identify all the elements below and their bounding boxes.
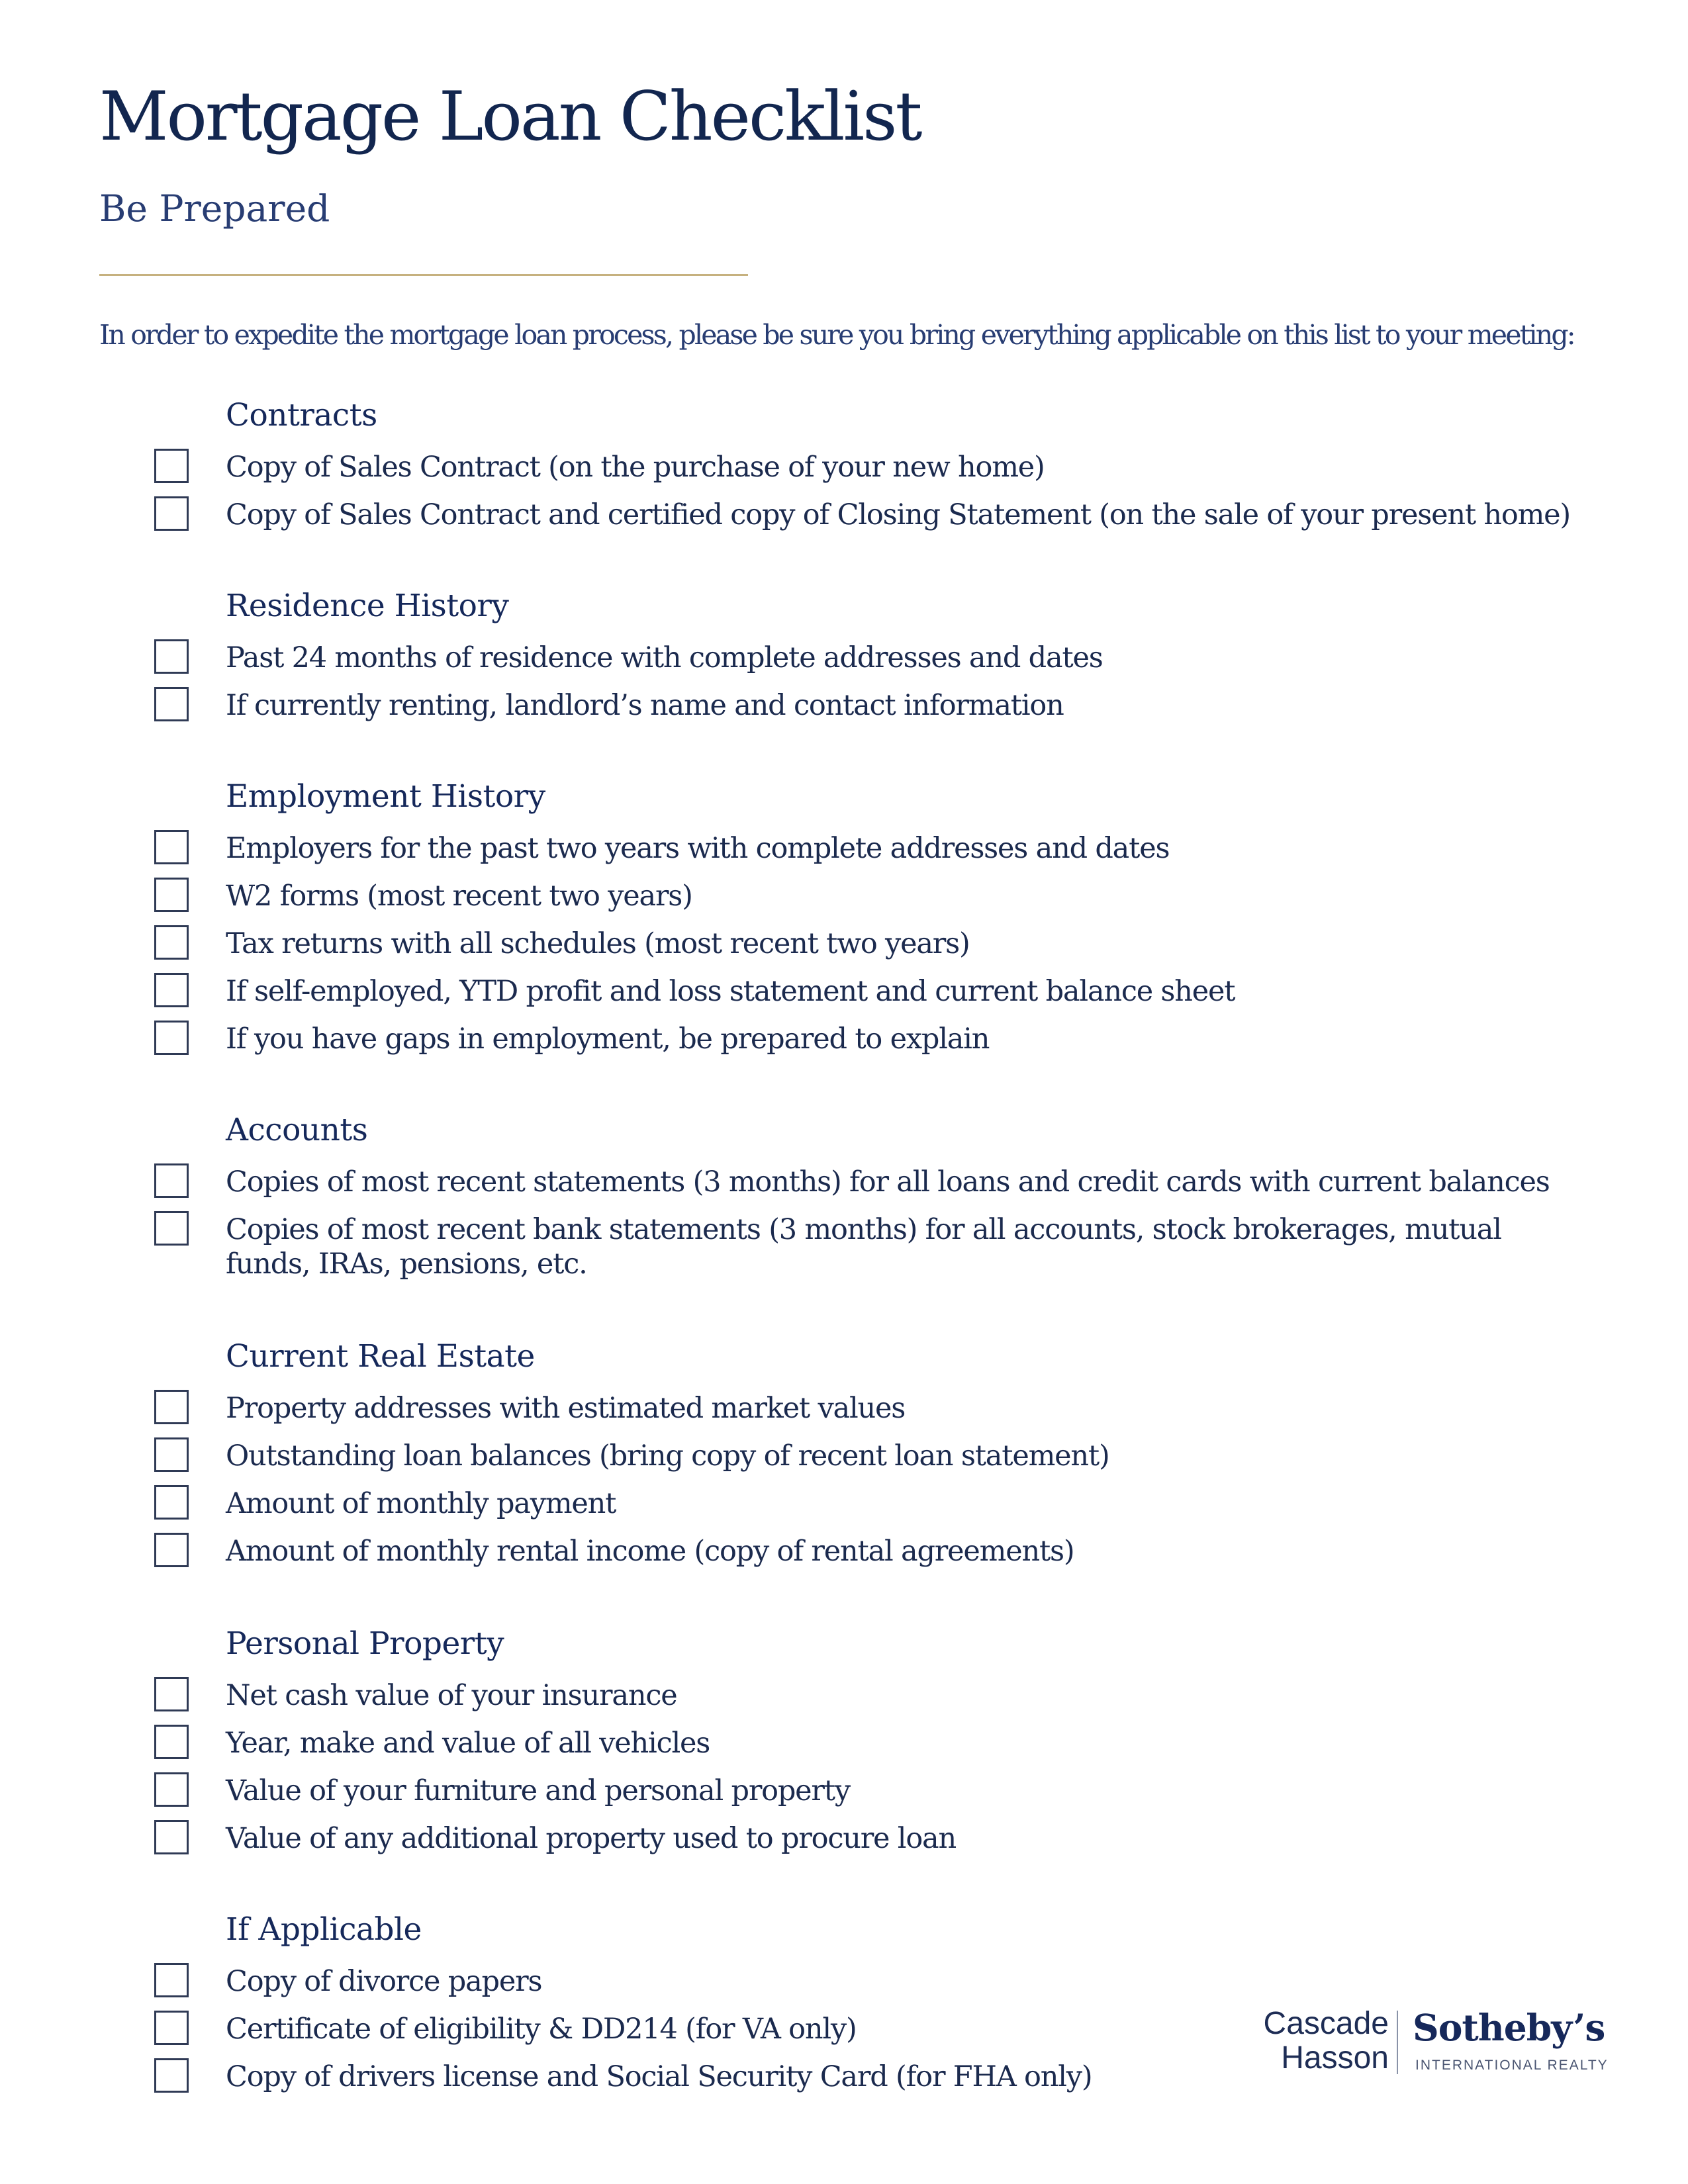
checklist-item-label: If self-employed, YTD profit and loss statement and current balance sheet <box>226 975 1235 1008</box>
section-title: Current Real Estate <box>226 1338 535 1375</box>
logo-brand: Sotheby’s <box>1413 2006 1605 2049</box>
checkbox[interactable] <box>154 2011 189 2045</box>
section-title: Residence History <box>226 588 509 624</box>
checkbox[interactable] <box>154 925 189 960</box>
checkbox[interactable] <box>154 1485 189 1520</box>
checkbox[interactable] <box>154 1725 189 1759</box>
intro-text: In order to expedite the mortgage loan process, please be sure you bring everything applicable on this list to your meeting: <box>99 319 1574 351</box>
checklist-item-label: Amount of monthly payment <box>226 1487 616 1520</box>
checkbox[interactable] <box>154 639 189 674</box>
checklist-item-label: Certificate of eligibility & DD214 (for VA only) <box>226 2013 857 2046</box>
page-subtitle: Be Prepared <box>99 187 330 230</box>
checklist-item-label: Copy of Sales Contract (on the purchase of your new home) <box>226 451 1045 484</box>
checkbox[interactable] <box>154 687 189 721</box>
checkbox[interactable] <box>154 878 189 912</box>
checklist-item-label: Copies of most recent bank statements (3 months) for all accounts, stock brokerages, mutual funds, IRAs, pensions, etc. <box>226 1213 1501 1281</box>
checkbox[interactable] <box>154 449 189 483</box>
checkbox[interactable] <box>154 1963 189 1997</box>
checkbox[interactable] <box>154 496 189 531</box>
section-title: Contracts <box>226 397 377 433</box>
checklist-item-label: If currently renting, landlord’s name and contact information <box>226 689 1064 722</box>
checklist-item-label: Amount of monthly rental income (copy of rental agreements) <box>226 1535 1074 1568</box>
checkbox[interactable] <box>154 830 189 864</box>
checkbox[interactable] <box>154 2058 189 2093</box>
checklist-item-label: Employers for the past two years with complete addresses and dates <box>226 832 1170 865</box>
checkbox[interactable] <box>154 973 189 1007</box>
checklist-item-label: If you have gaps in employment, be prepared to explain <box>226 1023 990 1056</box>
checklist-item-label: Tax returns with all schedules (most recent two years) <box>226 927 970 960</box>
checklist-item-label: W2 forms (most recent two years) <box>226 880 692 913</box>
checkbox[interactable] <box>154 1211 189 1246</box>
logo-tagline: INTERNATIONAL REALTY <box>1415 2058 1609 2073</box>
section-title: Accounts <box>226 1112 368 1148</box>
checkbox[interactable] <box>154 1533 189 1567</box>
company-logo <box>1244 2006 1609 2079</box>
logo-line-1: Cascade <box>1263 2006 1389 2041</box>
checkbox[interactable] <box>154 1390 189 1424</box>
section-title: Employment History <box>226 778 545 815</box>
checklist-item-label: Past 24 months of residence with complete addresses and dates <box>226 641 1103 674</box>
divider <box>99 274 748 276</box>
section-title: If Applicable <box>226 1911 422 1948</box>
checkbox[interactable] <box>154 1163 189 1198</box>
checklist-item-label: Copy of drivers license and Social Security Card (for FHA only) <box>226 2060 1092 2093</box>
checklist-item-label: Property addresses with estimated market values <box>226 1392 906 1425</box>
logo-line-2: Hasson <box>1281 2040 1389 2075</box>
checkbox[interactable] <box>154 1677 189 1711</box>
checklist-item-label: Net cash value of your insurance <box>226 1679 677 1712</box>
checklist-item-label: Copies of most recent statements (3 months) for all loans and credit cards with current balances <box>226 1165 1550 1199</box>
checklist-item-label: Outstanding loan balances (bring copy of recent loan statement) <box>226 1439 1109 1473</box>
checklist-item-label: Value of any additional property used to procure loan <box>226 1822 956 1855</box>
checkbox[interactable] <box>154 1437 189 1472</box>
checklist-item-label: Copy of Sales Contract and certified copy of Closing Statement (on the sale of your present home) <box>226 498 1570 531</box>
checkbox[interactable] <box>154 1772 189 1807</box>
checkbox[interactable] <box>154 1021 189 1055</box>
section-title: Personal Property <box>226 1625 504 1662</box>
page-title: Mortgage Loan Checklist <box>99 77 921 156</box>
checklist-item-label: Value of your furniture and personal property <box>226 1774 850 1807</box>
checkbox[interactable] <box>154 1820 189 1854</box>
checklist-item-label: Copy of divorce papers <box>226 1965 542 1998</box>
logo-separator <box>1397 2011 1398 2074</box>
checklist-item-label: Year, make and value of all vehicles <box>226 1727 710 1760</box>
